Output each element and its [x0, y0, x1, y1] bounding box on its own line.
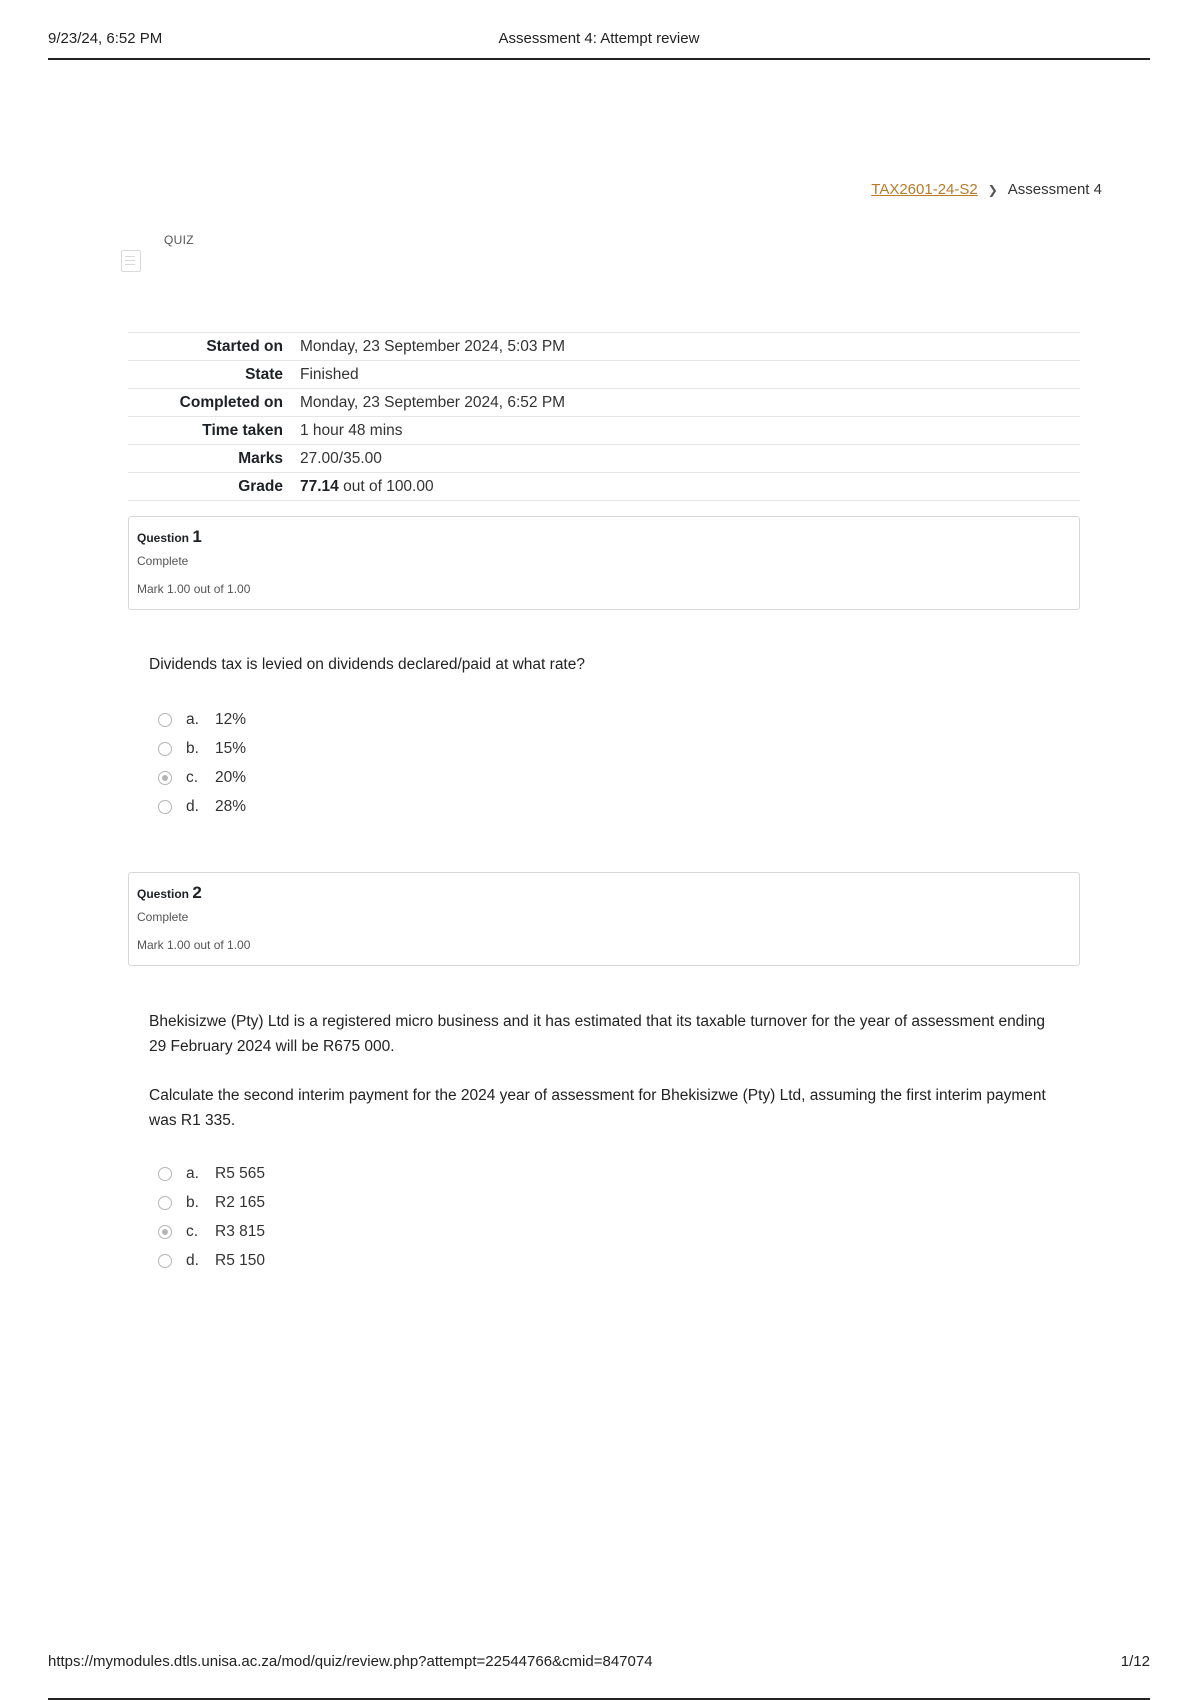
print-datetime: 9/23/24, 6:52 PM: [48, 30, 163, 47]
answer-text: R3 815: [215, 1222, 265, 1240]
question-text: [149, 1009, 1049, 1157]
quiz-icon: [121, 250, 141, 272]
answer-option-d[interactable]: [158, 1246, 265, 1275]
answer-option-d[interactable]: [158, 792, 246, 821]
answer-text: 28%: [215, 797, 247, 815]
radio-button-selected[interactable]: [158, 771, 172, 785]
answer-option-b[interactable]: [158, 1188, 265, 1217]
question-info-box: [128, 516, 1080, 610]
answer-option-c[interactable]: [158, 1217, 265, 1246]
question-number-value: 2: [192, 883, 202, 902]
answer-options: [158, 705, 246, 821]
question-mark: Mark 1.00 out of 1.00: [137, 582, 251, 596]
radio-button[interactable]: [158, 1167, 172, 1181]
answer-options: [158, 1159, 265, 1275]
answer-text: R5 150: [215, 1251, 265, 1269]
answer-letter: b.: [186, 739, 199, 757]
summary-row-grade: [128, 473, 1080, 501]
summary-label: Started on: [128, 333, 300, 361]
summary-label: State: [128, 361, 300, 389]
question-state: Complete: [137, 554, 189, 568]
summary-label: Completed on: [128, 389, 300, 417]
answer-letter: c.: [186, 1222, 199, 1240]
summary-value: Finished: [300, 361, 1080, 389]
question-paragraph: Dividends tax is levied on dividends declared/paid at what rate?: [149, 656, 585, 673]
radio-button[interactable]: [158, 713, 172, 727]
answer-letter: d.: [186, 1251, 199, 1269]
radio-button[interactable]: [158, 742, 172, 756]
question-paragraph: Calculate the second interim payment for the 2024 year of assessment for Bhekisizwe (Pty) Ltd, assuming the first interim payment was R1 335.: [149, 1087, 1046, 1129]
summary-value: Monday, 23 September 2024, 6:52 PM: [300, 389, 1080, 417]
grade-value: 77.14: [300, 477, 339, 495]
question-state: Complete: [137, 910, 189, 924]
radio-button[interactable]: [158, 1254, 172, 1268]
summary-row: [128, 445, 1080, 473]
breadcrumb-course-link[interactable]: TAX2601-24-S2: [871, 181, 978, 198]
summary-row: [128, 389, 1080, 417]
answer-text: R5 565: [215, 1164, 265, 1182]
summary-value: [300, 473, 1080, 501]
question-number: [137, 883, 202, 903]
print-header: [48, 30, 1150, 60]
answer-letter: c.: [186, 768, 199, 786]
question-number: [137, 527, 202, 547]
question-text: [149, 652, 1069, 701]
summary-value: Monday, 23 September 2024, 5:03 PM: [300, 333, 1080, 361]
radio-button-selected[interactable]: [158, 1225, 172, 1239]
activity-type-label: QUIZ: [164, 233, 194, 247]
question-prefix: Question: [137, 887, 190, 901]
summary-value: 1 hour 48 mins: [300, 417, 1080, 445]
attempt-summary-table: [128, 332, 1080, 501]
answer-letter: a.: [186, 1164, 199, 1182]
answer-option-c[interactable]: [158, 763, 246, 792]
answer-text: 15%: [215, 739, 247, 757]
answer-text: 12%: [215, 710, 247, 728]
summary-label: Time taken: [128, 417, 300, 445]
question-mark: Mark 1.00 out of 1.00: [137, 938, 251, 952]
answer-letter: b.: [186, 1193, 199, 1211]
summary-value: 27.00/35.00: [300, 445, 1080, 473]
answer-option-a[interactable]: [158, 1159, 265, 1188]
answer-option-a[interactable]: [158, 705, 246, 734]
print-page-title: Assessment 4: Attempt review: [498, 30, 700, 47]
answer-text: R2 165: [215, 1193, 265, 1211]
breadcrumb: [871, 181, 1102, 198]
answer-letter: d.: [186, 797, 199, 815]
print-page-number: 1/12: [1120, 1653, 1150, 1670]
summary-row: [128, 417, 1080, 445]
breadcrumb-current: Assessment 4: [1007, 181, 1102, 198]
summary-label: Grade: [128, 473, 300, 501]
answer-text: 20%: [215, 768, 247, 786]
radio-button[interactable]: [158, 800, 172, 814]
grade-suffix: out of 100.00: [343, 477, 434, 495]
print-footer: [48, 1643, 1150, 1700]
question-info-box: [128, 872, 1080, 966]
summary-row: [128, 333, 1080, 361]
question-paragraph: Bhekisizwe (Pty) Ltd is a registered micro business and it has estimated that its taxable turnover for the year of assessment ending 29 February 2024 will be R675 000.: [149, 1013, 1045, 1055]
summary-label: Marks: [128, 445, 300, 473]
print-url: https://mymodules.dtls.unisa.ac.za/mod/quiz/review.php?attempt=22544766&cmid=847074: [48, 1653, 653, 1670]
question-prefix: Question: [137, 531, 190, 545]
radio-button[interactable]: [158, 1196, 172, 1210]
answer-option-b[interactable]: [158, 734, 246, 763]
question-number-value: 1: [192, 527, 202, 546]
chevron-right-icon: ❯: [987, 182, 998, 197]
summary-row: [128, 361, 1080, 389]
answer-letter: a.: [186, 710, 199, 728]
